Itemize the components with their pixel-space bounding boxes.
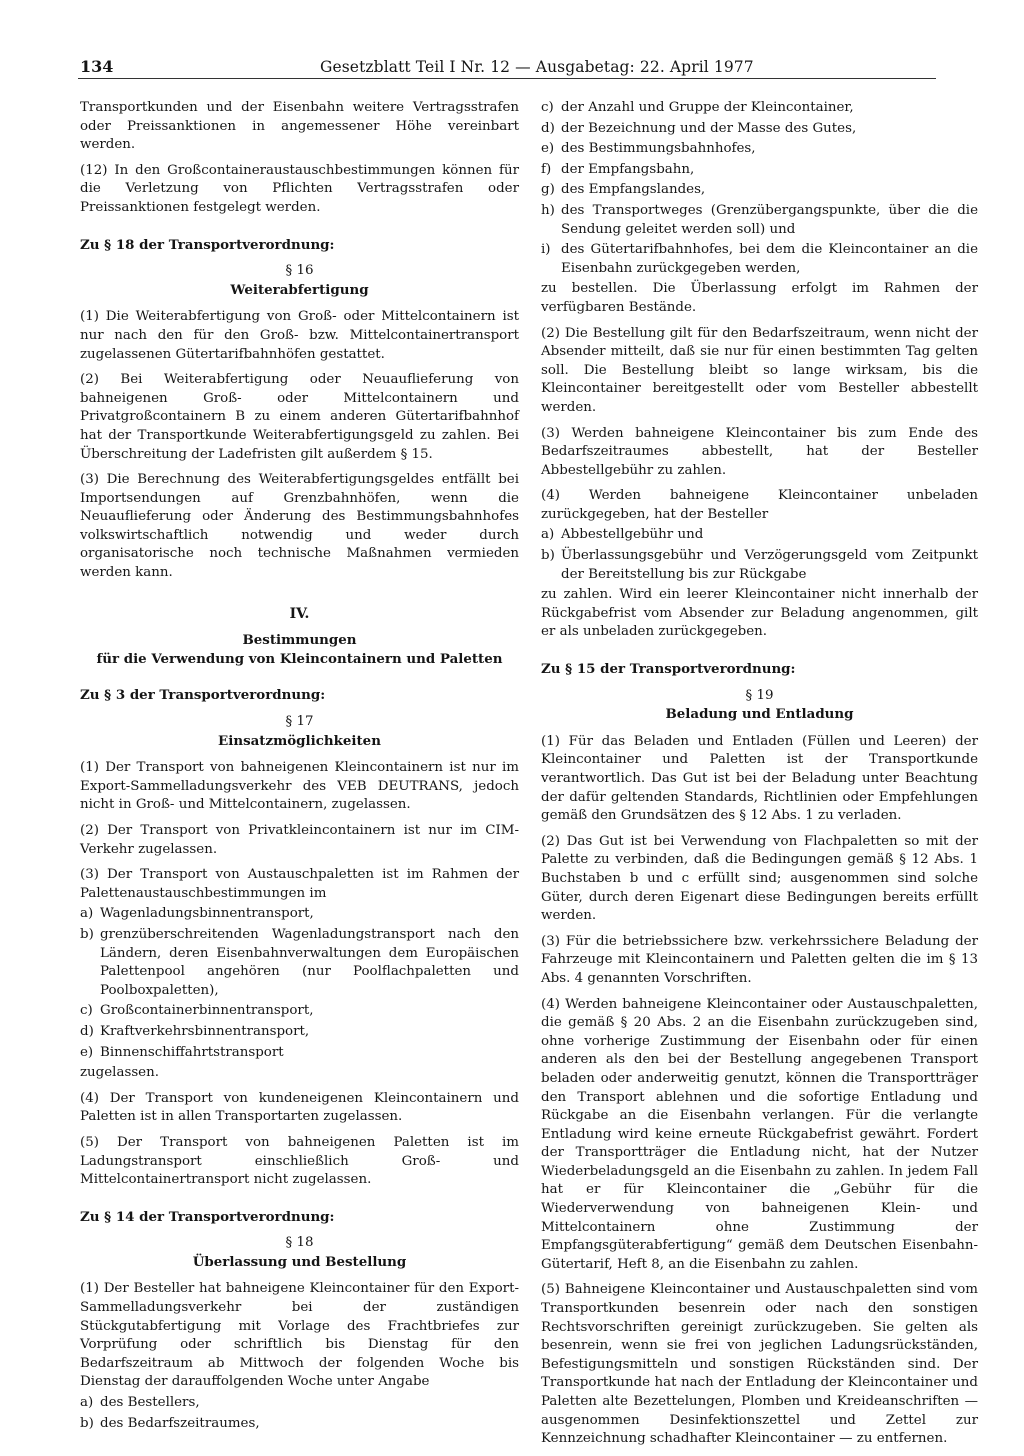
enumerated-list xyxy=(541,99,978,278)
section-title: Überlassung und Bestellung xyxy=(192,1253,407,1270)
section-16-paragraph-1: (1) Die Weiterabfertigung von Groß- oder Mittelcontainern ist nur nach den für den Groß- bzw. Mittelcontainertransport zugelassenen Gütertarifbahnhöfen gestattet. xyxy=(80,309,519,362)
list-item-letter: g) xyxy=(541,182,555,198)
list-item-text: der Bezeichnung und der Masse des Gutes, xyxy=(561,120,857,136)
section-17-paragraph-5: (5) Der Transport von bahneigenen Paletten ist im Ladungstransport einschließlich Groß- und Mittelcontainertransport nicht zugelassen. xyxy=(80,1134,519,1188)
section-19-paragraph-4: (4) Werden bahneigene Kleincontainer oder Austauschpaletten, die gemäß § 20 Abs. 2 an die Eisenbahn zurückzugeben sind, ohne vorherige Zustimmung der Eisenbahn oder für einen anderen als den bei der Bestellung angegebenen Transport beladen oder anderweitig genutzt, können die Transportträger den Transport ablehnen und die sofortige Entladung und Rückgabe an die Eisenbahn verlangen. Für die verlangte Entladung wird keine erneute Rückgabefrist gewährt. Fordert der Transportträger die Entladung nicht, hat der Nutzer Wiederbeladungsgeld an die Eisenbahn zu zahlen. In jedem Fall hat er für Kleincontainer die „Gebühr für die Wiederverwendung von bahneigenen Klein- und Mittelcontainern ohne Zustimmung der Empfangsgüterabfertigung“ gemäß dem Deutschen Eisenbahn-Gütertarif, Heft 8, an die Eisenbahn zu zahlen. xyxy=(541,996,978,1272)
running-title: Gesetzblatt Teil I Nr. 12 — Ausgabetag: 22. April 1977 xyxy=(320,58,754,76)
section-19-paragraph-3: (3) Für die betriebssichere bzw. verkehrssichere Beladung der Fahrzeuge mit Kleincontainern und Paletten gelten die im § 13 Abs. 4 genannten Vorschriften. xyxy=(541,933,978,986)
list-item-text: Überlassungsgebühr und Verzögerungsgeld vom Zeitpunkt der Bereitstellung bis zur Rückgabe xyxy=(561,548,978,582)
intro-paragraph: Transportkunden und der Eisenbahn weitere Vertragsstrafen oder Preissanktionen in angemessener Höhe vereinbart werden. xyxy=(80,100,519,153)
part-title-line-1: Bestimmungen xyxy=(242,632,357,649)
list-item xyxy=(541,99,978,118)
list-item-text: Abbestellgebühr und xyxy=(561,527,704,543)
section-19-paragraph-5: (5) Bahneigene Kleincontainer und Austauschpaletten sind vom Transportkunden besenrein oder nach den sonstigen Rechtsvorschriften gereinigt zurückzugeben. Sie gelten als besenrein, wenn sie frei von jeglichen Ladungsrückständen, Befestigungsmitteln und sonstigen Rückständen sind. Der Transportkunde hat nach der Entladung der Kleincontainer und Paletten alte Bezettelungen, Plomben und Kreideanschriften — ausgenommen Desinfektionszettel und Zettel zur Kennzeichnung schadhafter Kleincontainer — zu entfernen. xyxy=(541,1282,978,1447)
part-title-line-2: für die Verwendung von Kleincontainern und Paletten xyxy=(96,650,503,667)
list-item xyxy=(541,241,978,278)
list-item-letter: a) xyxy=(541,527,555,543)
section-number: § 16 xyxy=(285,263,314,279)
list-item xyxy=(80,1415,519,1434)
list-item-text: des Bestimmungsbahnhofes, xyxy=(561,141,756,157)
list-item xyxy=(80,926,519,1000)
section-18-paragraph-2: (2) Die Bestellung gilt für den Bedarfszeitraum, wenn nicht der Absender mitteilt, daß sie nur für einen bestimmten Tag gelten soll. Die Bestellung bleibt so lange wirksam, bis die Kleincontainer bereitgestellt oder vom Besteller abbestellt werden. xyxy=(541,325,978,415)
list-item-text: Wagenladungsbinnentransport, xyxy=(100,906,314,922)
list-item-text: des Bestellers, xyxy=(100,1395,200,1411)
section-17-paragraph-2: (2) Der Transport von Privatkleincontainern ist nur im CIM-Verkehr zugelassen. xyxy=(80,823,519,857)
list-item xyxy=(541,120,978,139)
list-item xyxy=(541,140,978,159)
section-title: Einsatzmöglichkeiten xyxy=(218,732,381,749)
section-19-paragraph-1: (1) Für das Beladen und Entladen (Füllen und Leeren) der Kleincontainer und Paletten ist der Transportkunde verantwortlich. Das Gut ist bei der Beladung unter Beachtung der dafür geltenden Standards, Richtlinien oder Empfehlungen gemäß den Grundsätzen des § 12 Abs. 1 zu verladen. xyxy=(541,733,978,824)
list-item xyxy=(541,526,978,545)
list-item-letter: d) xyxy=(541,120,555,136)
section-18-paragraph-4: (4) Werden bahneigene Kleincontainer unbeladen zurückgegeben, hat der Besteller xyxy=(541,488,978,522)
list-item-letter: a) xyxy=(80,1395,94,1411)
list-item xyxy=(541,547,978,584)
page-number: 134 xyxy=(80,57,114,76)
right-column xyxy=(541,99,978,1456)
section-number: § 19 xyxy=(745,687,774,703)
section-number: § 17 xyxy=(285,714,314,730)
list-item-text: Binnenschiffahrtstransport xyxy=(100,1044,284,1060)
list-item-text: grenzüberschreitenden Wagenladungstransport nach den Ländern, deren Eisenbahnverwaltungen dem Europäischen Palettenpool angehören (nur Poolflachpaletten und Poolboxpaletten), xyxy=(100,926,519,998)
list-item-letter: b) xyxy=(80,1415,94,1431)
list-item xyxy=(541,202,978,239)
list-item-text: der Empfangsbahn, xyxy=(561,161,695,177)
list-item-letter: f) xyxy=(541,161,552,177)
list-item xyxy=(80,1023,519,1042)
section-18-paragraph-3: (3) Werden bahneigene Kleincontainer bis zum Ende des Bedarfszeitraumes abbestellt, hat der Besteller Abbestellgebühr zu zahlen. xyxy=(541,425,978,478)
section-number: § 18 xyxy=(285,1235,314,1251)
list-item-letter: i) xyxy=(541,242,551,258)
left-column xyxy=(80,99,519,1435)
list-item-letter: d) xyxy=(80,1023,94,1039)
list-item-letter: a) xyxy=(80,906,94,922)
list-item-letter: e) xyxy=(80,1044,94,1060)
list-item xyxy=(80,1394,519,1413)
section-ref-heading: Zu § 3 der Transportverordnung: xyxy=(80,687,326,704)
section-17-paragraph-3: (3) Der Transport von Austauschpaletten ist im Rahmen der Palettenaustauschbestimmungen im xyxy=(80,867,519,901)
section-title: Weiterabfertigung xyxy=(230,281,369,298)
list-item xyxy=(541,181,978,200)
list-item-letter: b) xyxy=(80,926,94,942)
list-item-letter: c) xyxy=(541,100,554,115)
list-item xyxy=(80,905,519,924)
part-number: IV. xyxy=(289,605,310,622)
list-item-letter: e) xyxy=(541,141,555,157)
section-17-paragraph-1: (1) Der Transport von bahneigenen Kleincontainern ist nur im Export-Sammelladungsverkehr des VEB DEUTRANS, jedoch nicht in Groß- und Mittelcontainern, zugelassen. xyxy=(80,760,519,813)
enumerated-list xyxy=(541,526,978,584)
enumerated-list xyxy=(80,1394,519,1433)
list-item xyxy=(80,1044,519,1063)
list-item-text: Großcontainerbinnentransport, xyxy=(100,1003,314,1019)
section-ref-heading: Zu § 18 der Transportverordnung: xyxy=(80,236,335,253)
section-16-paragraph-2: (2) Bei Weiterabfertigung oder Neuauflieferung von bahneigenen Groß- oder Mittelcontainern und Privatgroßcontainern B zu einem anderen Gütertarifbahnhof hat der Transportkunde Weiterabfertigungsgeld zu zahlen. Bei Überschreitung der Ladefristen gilt außerdem § 15. xyxy=(80,372,519,462)
list-item-text: des Transportweges (Grenzübergangspunkte, über die die Sendung geleitet werden soll) und xyxy=(561,202,978,237)
section-17-paragraph-4: (4) Der Transport von kundeneigenen Kleincontainern und Paletten ist in allen Transportarten zugelassen. xyxy=(80,1090,519,1125)
list-item-text: der Anzahl und Gruppe der Kleincontainer, xyxy=(561,100,854,115)
section-ref-heading: Zu § 14 der Transportverordnung: xyxy=(80,1208,335,1225)
list-item-text: des Bedarfszeitraumes, xyxy=(100,1415,260,1431)
section-title: Beladung und Entladung xyxy=(665,706,854,723)
header-rule xyxy=(78,78,936,79)
section-ref-heading: Zu § 15 der Transportverordnung: xyxy=(541,661,796,678)
enumerated-list xyxy=(80,905,519,1062)
list-closing-text: zu zahlen. Wird ein leerer Kleincontainer nicht innerhalb der Rückgabefrist vom Absender zur Beladung angenommen, gilt er als unbeladen zurückgegeben. xyxy=(541,587,978,640)
list-item xyxy=(541,161,978,180)
paragraph-12: (12) In den Großcontaineraustauschbestimmungen können für die Verletzung von Pflichten Vertragsstrafen oder Preissanktionen festgelegt werden. xyxy=(80,162,519,215)
list-item-text: des Gütertarifbahnhofes, bei dem die Kleincontainer an die Eisenbahn zurückgegeben werden, xyxy=(561,242,978,276)
list-item-letter: c) xyxy=(80,1003,93,1019)
section-19-paragraph-2: (2) Das Gut ist bei Verwendung von Flachpaletten so mit der Palette zu verbinden, daß die Bedingungen gemäß § 12 Abs. 1 Buchstaben b und c erfüllt sind; ausgenommen sind solche Güter, durch deren Eigenart diese Bedingungen bereits erfüllt werden. xyxy=(541,833,978,924)
list-item-letter: h) xyxy=(541,202,555,218)
list-item-letter: b) xyxy=(541,548,555,564)
list-item xyxy=(80,1002,519,1021)
section-16-paragraph-3: (3) Die Berechnung des Weiterabfertigungsgeldes entfällt bei Importsendungen auf Grenzbahnhöfen, wenn die Neuauflieferung oder Änderung des Bestimmungsbahnhofes volkswirtschaftlich notwendig und weder durch organisatorische noch technische Maßnahmen vermieden werden kann. xyxy=(80,472,519,581)
list-item-text: des Empfangslandes, xyxy=(561,182,706,198)
list-closing-text: zu bestellen. Die Überlassung erfolgt im Rahmen der verfügbaren Bestände. xyxy=(541,281,978,315)
section-18-paragraph-1: (1) Der Besteller hat bahneigene Kleincontainer für den Export-Sammelladungsverkehr bei der zuständigen Stückgutabfertigung mit Vorlage des Frachtbriefes zur Vorprüfung oder schriftlich bis Dienstag für den Bedarfszeitraum ab Mittwoch der folgenden Woche bis Dienstag der darauffolgenden Woche unter Angabe xyxy=(80,1281,519,1390)
list-item-text: Kraftverkehrsbinnentransport, xyxy=(100,1023,310,1039)
list-closing-text: zugelassen. xyxy=(80,1065,159,1081)
